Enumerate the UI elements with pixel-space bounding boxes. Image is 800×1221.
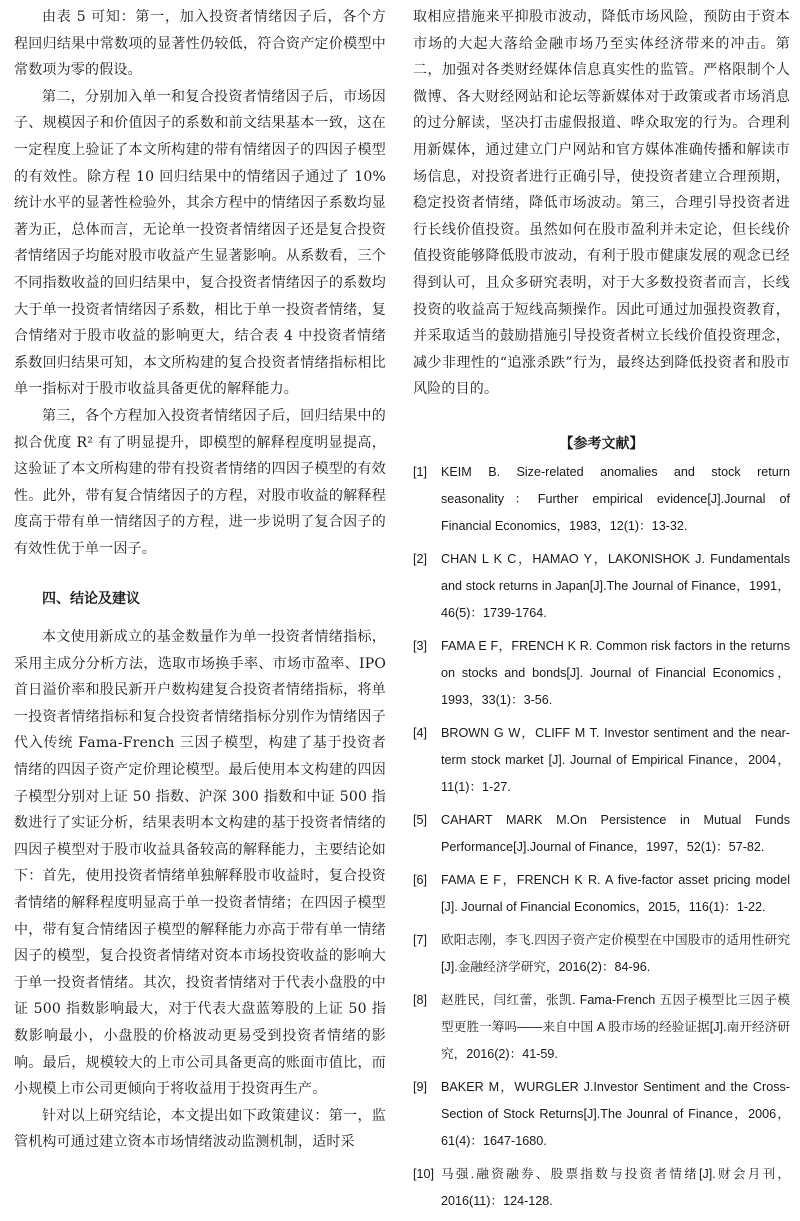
paragraph-conclusion-summary: 本文使用新成立的基金数量作为单一投资者情绪指标，采用主成分分析方法，选取市场换手率、市场市盈率、IPO 首日溢价率和股民新开户数构建复合投资者情绪指标，将单一投资者情绪指标和复合投资者情绪指标分别作为情绪因子代入传统 Fama-French 三因子模型，构建了基于投资者情绪的四因子资产定价理论模型。最后使用本文构建的四因子模型分别对上证 50 指数、沪深 300 指数和中证 500 指数进行了实证分析，结果表明本文构建的基于投资者情绪的四因子模型对于股市收益具备较高的解释能力，主要结论如下：首先，使用投资者情绪单独解释股市收益时，复合投资者情绪的解释程度明显高于单一投资者情绪；在四因子模型中，带有复合情绪因子模型的解释能力亦高于带有单一情绪因子的模型，复合投资者情绪对资本市场投资收益的影响大于单一投资者情绪。其次，投资者情绪对于代表小盘股的中证 500 指数影响最大，对于代表大盘蓝筹股的上证 50 指数影响最小，小盘股的价格波动更易受到投资者情绪的影响。最后，规模较大的上市公司具备更高的账面市值比，而小规模上市公司更倾向于将收益用于投资再生产。 — [14, 629, 386, 1098]
reference-number: [1] — [413, 464, 428, 479]
reference-item — [413, 987, 790, 1068]
reference-text: 赵胜民，闫红蕾，张凯. Fama-French 五因子模型比三因子模型更胜一筹吗——来自中国 A 股市场的经验证据[J].南开经济研究，2016(2)：41-59. — [441, 992, 790, 1061]
right-column — [413, 4, 790, 1221]
reference-text: FAMA E F，FRENCH K R. Common risk factors in the returns on stocks and bonds[J]. Journal of Financial Economics，1993，33(1)：3-56. — [441, 638, 790, 707]
reference-item — [413, 459, 790, 540]
paragraph-table5-first: 由表 5 可知：第一，加入投资者情绪因子后，各个方程回归结果中常数项的显著性仍较低，符合资产定价模型中常数项为零的假设。 — [14, 9, 386, 79]
paragraph-policy-suggestions: 针对以上研究结论，本文提出如下政策建议：第一，监管机构可通过建立资本市场情绪波动监测机制，适时采 — [14, 1107, 386, 1151]
paragraph-policy-continued: 取相应措施来平抑股市波动，降低市场风险，预防由于资本市场的大起大落给金融市场乃至实体经济带来的冲击。第二，加强对各类财经媒体信息真实性的监管。严格限制个人微博、各大财经网站和论坛等新媒体对于政策或者市场消息的过分解读，坚决打击虚假报道、哗众取宠的行为。合理利用新媒体，通过建立门户网站和官方媒体准确传播和解读市场信息，对投资者进行正确引导，使投资者建立合理预期，稳定投资者情绪，降低市场波动。第三，合理引导投资者进行长线价值投资。虽然如何在股市盈利并未定论，但长线价值投资能够降低股市波动，有利于股市健康发展的观念已经得到认可，且众多研究表明，对于大多数投资者而言，长线投资的收益高于短线高频操作。因此可通过加强投资教育，并采取适当的鼓励措施引导投资者树立长线价值投资理念，减少非理性的“追涨杀跌”行为，最终达到降低投资者和股市风险的目的。 — [413, 9, 790, 398]
reference-list — [413, 459, 790, 1215]
reference-text: CAHART MARK M.On Persistence in Mutual Funds Performance[J].Journal of Finance，1997，52(1)：57-82. — [441, 812, 790, 854]
reference-item — [413, 720, 790, 801]
reference-text: 马强.融资融券、股票指数与投资者情绪[J].财会月刊，2016(11)：124-128. — [441, 1166, 790, 1208]
reference-number: [5] — [413, 812, 428, 827]
reference-item — [413, 633, 790, 714]
reference-text: BAKER M，WURGLER J.Investor Sentiment and the Cross-Section of Stock Returns[J].The Jounral of Finance，2006，61(4)：1647-1680. — [441, 1079, 790, 1148]
reference-number: [10] — [413, 1166, 435, 1181]
reference-text: FAMA E F，FRENCH K R. A five-factor asset pricing model [J]. Journal of Financial Economics，2015，116(1)：1-22. — [441, 872, 790, 914]
reference-item — [413, 1074, 790, 1155]
reference-number: [7] — [413, 932, 428, 947]
reference-item — [413, 807, 790, 861]
reference-text: BROWN G W，CLIFF M T. Investor sentiment and the near-term stock market [J]. Journal of Empirical Finance，2004，11(1)：1-27. — [441, 725, 790, 794]
references-heading: 【参考文献】 — [559, 435, 644, 452]
reference-item — [413, 867, 790, 921]
reference-number: [4] — [413, 725, 428, 740]
paragraph-table5-second: 第二，分别加入单一和复合投资者情绪因子后，市场因子、规模因子和价值因子的系数和前文结果基本一致，这在一定程度上验证了本文所构建的带有情绪因子的四因子模型的有效性。除方程 10 回归结果中的情绪因子通过了 10%统计水平的显著性检验外，其余方程中的情绪因子系数均显著为正，总体而言，无论单一投资者情绪因子还是复合投资者情绪因子均能对股市收益产生显著影响。从系数看，三个不同指数收益的回归结果中，复合投资者情绪因子的系数均大于单一投资者情绪因子系数，相比于单一投资者情绪，复合情绪对于股市收益的影响更大，结合表 4 中投资者情绪系数回归结果可知，本文所构建的复合投资者情绪指标相比单一指标对于股市收益具备更优的解释能力。 — [14, 88, 386, 398]
reference-item — [413, 1161, 790, 1215]
reference-text: 欧阳志刚，李飞.四因子资产定价模型在中国股市的适用性研究[J].金融经济学研究，2016(2)：84-96. — [441, 932, 790, 974]
reference-number: [8] — [413, 992, 428, 1007]
reference-text: CHAN L K C，HAMAO Y，LAKONISHOK J. Fundamentals and stock returns in Japan[J].The Journal of Finance，1991，46(5)：1739-1764. — [441, 551, 790, 620]
reference-text: KEIM B. Size-related anomalies and stock return seasonality：Further empirical evidence[J].Journal of Financial Economics，1983，12(1)：13-32. — [441, 464, 790, 533]
left-column — [14, 4, 386, 1156]
reference-number: [9] — [413, 1079, 428, 1094]
section-heading-conclusion: 四、结论及建议 — [42, 591, 140, 608]
reference-item — [413, 546, 790, 627]
reference-number: [6] — [413, 872, 428, 887]
paragraph-table5-third: 第三，各个方程加入投资者情绪因子后，回归结果中的拟合优度 R² 有了明显提升，即模型的解释程度明显提高，这验证了本文所构建的带有投资者情绪的四因子模型的有效性。此外，带有复合情绪因子的方程，对股市收益的解释程度高于带有单一情绪因子的方程，进一步说明了复合因子的有效性优于单一因子。 — [14, 407, 386, 557]
reference-number: [2] — [413, 551, 428, 566]
reference-item — [413, 927, 790, 981]
reference-number: [3] — [413, 638, 428, 653]
